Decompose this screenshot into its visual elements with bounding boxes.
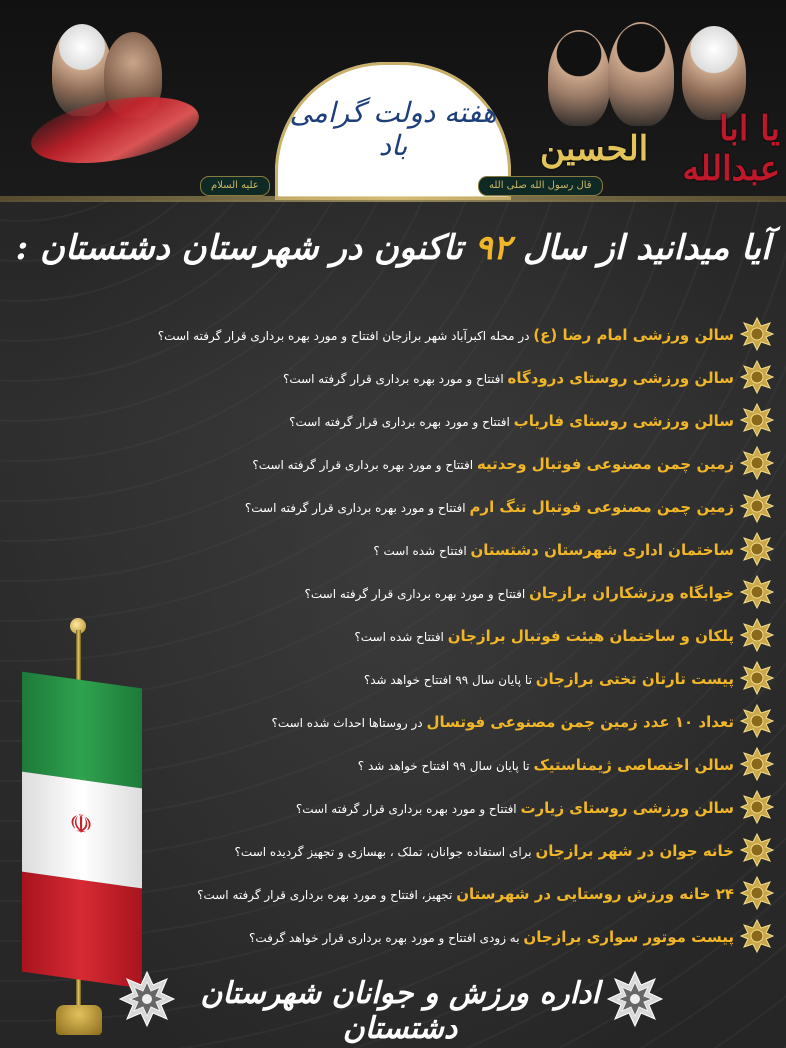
item-highlight: زمین چمن مصنوعی فوتبال وحدتیه <box>476 454 734 473</box>
feather-icon <box>26 86 204 175</box>
list-item <box>296 787 774 827</box>
headline <box>0 228 786 268</box>
item-highlight: زمین چمن مصنوعی فوتبال تنگ ارم <box>469 497 734 516</box>
header-divider <box>0 196 786 202</box>
gold-star-rosette-icon <box>740 575 774 609</box>
item-text: در محله اکبرآباد شهر برازجان افتتاح و مورد بهره برداری قرار گرفته است؟ <box>157 328 534 343</box>
calligraphy-red-text: یا ابا عبدالله <box>682 109 780 189</box>
gold-star-rosette-icon <box>740 876 774 910</box>
item-text: افتتاح و مورد بهره برداری قرار گرفته است؟ <box>289 414 514 429</box>
list-item <box>271 701 774 741</box>
item-text: به زودی افتتاح و مورد بهره برداری قرار خواهد گرفت؟ <box>248 930 524 945</box>
gold-star-rosette-icon <box>740 747 774 781</box>
gold-star-rosette-icon <box>740 704 774 738</box>
list-item <box>289 400 774 440</box>
item-text: افتتاح و مورد بهره برداری قرار گرفته است؟ <box>252 457 477 472</box>
item-text: افتتاح شده است ؟ <box>373 543 471 558</box>
iran-flag-icon <box>22 672 142 989</box>
list-item <box>305 572 774 612</box>
item-highlight: سالن ورزشی امام رضا (ع) <box>533 325 734 344</box>
list-item <box>197 873 774 913</box>
calligraphy-gold-text: الحسین <box>540 129 649 169</box>
item-highlight: ۲۴ خانه ورزش روستایی در شهرستان <box>456 884 734 903</box>
gold-star-rosette-icon <box>740 403 774 437</box>
item-highlight: پیست موتور سواری برازجان <box>523 927 734 946</box>
item-highlight: تعداد ۱۰ عدد زمین چمن مصنوعی فوتسال <box>426 712 734 731</box>
flag-base <box>56 1005 102 1035</box>
item-text: برای استفاده جوانان، تملک ، بهسازی و تجهیز گردیده است؟ <box>234 844 536 859</box>
gold-star-rosette-icon <box>740 446 774 480</box>
item-text: تجهیز، افتتاح و مورد بهره برداری قرار گرفته است؟ <box>197 887 457 902</box>
name-tag-right: قال رسول الله صلی الله <box>478 176 603 196</box>
item-text: تا پایان سال ۹۹ افتتاح خواهد شد؟ <box>363 672 536 687</box>
list-item <box>373 529 774 569</box>
list-item <box>252 443 774 483</box>
medallion-text: هفته دولت گرامی باد <box>289 96 497 162</box>
item-highlight: سالن اختصاصی ژیمناستیک <box>533 755 734 774</box>
item-text: افتتاح و مورد بهره برداری قرار گرفته است؟ <box>244 500 470 515</box>
item-text: در روستاها احداث شده است؟ <box>271 715 427 730</box>
headline-before: آیا میدانید از سال <box>511 228 771 268</box>
item-text: افتتاح و مورد بهره برداری قرار گرفته است؟ <box>304 586 530 601</box>
item-text: افتتاح و مورد بهره برداری قرار گرفته است؟ <box>295 801 521 816</box>
list-item <box>354 615 774 655</box>
gold-star-rosette-icon <box>740 489 774 523</box>
government-week-medallion <box>275 62 511 200</box>
item-text: افتتاح و مورد بهره برداری قرار گرفته است؟ <box>282 371 508 386</box>
item-highlight: خوابگاه ورزشکاران برازجان <box>529 583 734 602</box>
gold-star-rosette-icon <box>740 833 774 867</box>
list-item <box>245 486 774 526</box>
footer-office-name: اداره ورزش و جوانان شهرستان دشتستان <box>200 976 600 1046</box>
gold-star-rosette-icon <box>740 618 774 652</box>
item-highlight: پلکان و ساختمان هیئت فوتبال برازجان <box>447 626 734 645</box>
gold-star-rosette-icon <box>740 360 774 394</box>
gold-star-rosette-icon <box>740 317 774 351</box>
list-item <box>364 658 774 698</box>
gold-star-rosette-icon <box>740 790 774 824</box>
item-text: تا پایان سال ۹۹ افتتاح خواهد شد ؟ <box>357 758 534 773</box>
white-rosette-icon <box>606 970 664 1028</box>
item-highlight: سالن ورزشی روستای درودگاه <box>507 368 734 387</box>
header-band <box>0 0 786 200</box>
white-rosette-icon <box>118 970 176 1028</box>
emblem-icon: ☫ <box>69 808 93 842</box>
item-highlight: ساختمان اداری شهرستان دشتستان <box>470 540 734 559</box>
list-item <box>358 744 774 784</box>
headline-year: ۹۲ <box>474 228 512 268</box>
list-item <box>249 916 774 956</box>
item-highlight: سالن ورزشی روستای زیارت <box>520 798 734 817</box>
portrait-right-1 <box>548 30 610 126</box>
item-highlight: خانه جوان در شهر برازجان <box>535 841 734 860</box>
list-item <box>283 357 774 397</box>
calligraphy-banner <box>540 109 780 189</box>
portrait-right-3 <box>682 26 746 120</box>
list-item <box>235 830 774 870</box>
headline-after: تاکنون در شهرستان دشتستان : <box>15 228 475 268</box>
name-tag-left: علیه السلام <box>200 176 270 196</box>
item-highlight: پیست تارتان تختی برازجان <box>535 669 734 688</box>
gold-star-rosette-icon <box>740 532 774 566</box>
item-text: افتتاح شده است؟ <box>354 629 448 644</box>
list-item <box>158 314 774 354</box>
gold-star-rosette-icon <box>740 919 774 953</box>
item-highlight: سالن ورزشی روستای فاریاب <box>513 411 734 430</box>
gold-star-rosette-icon <box>740 661 774 695</box>
